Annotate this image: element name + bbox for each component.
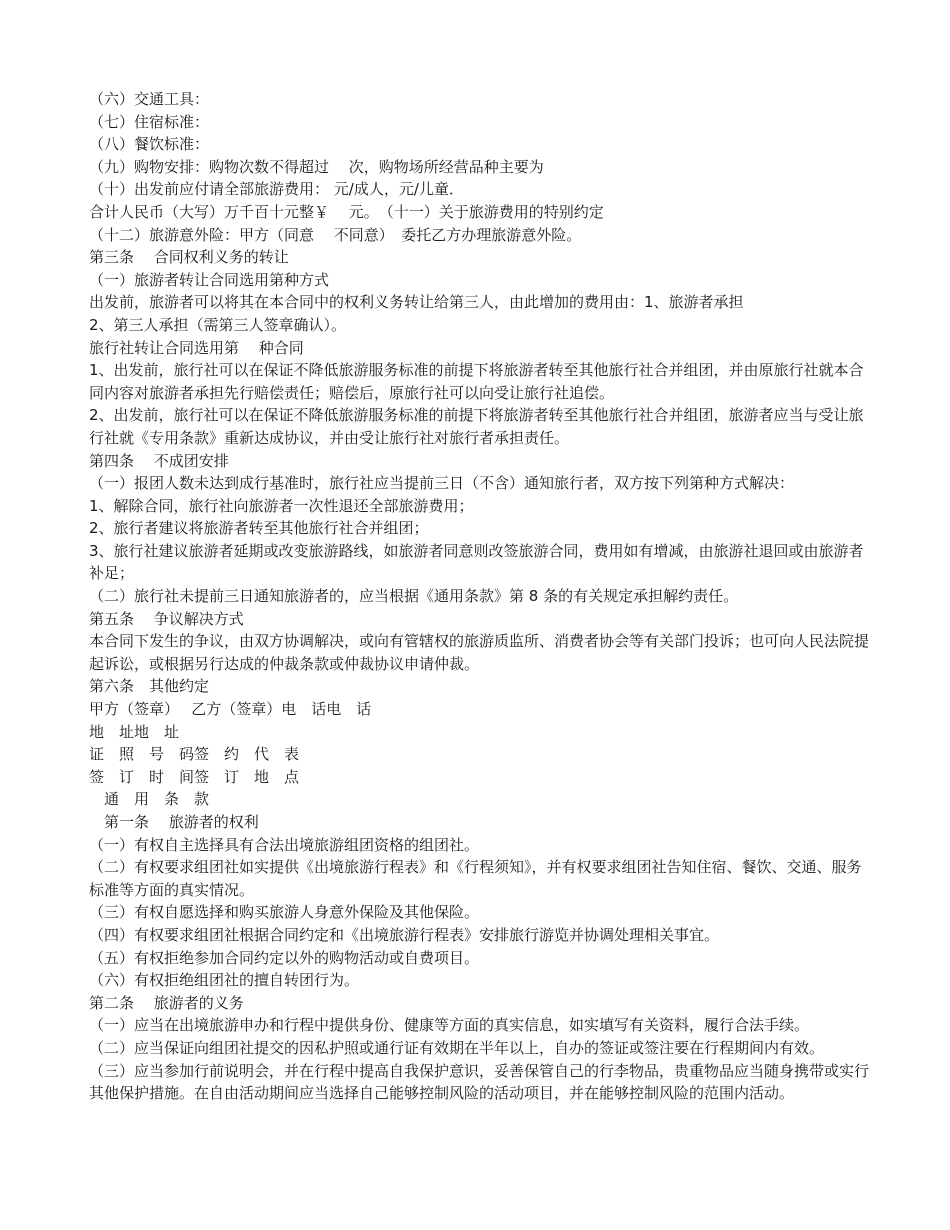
list-item: 3、旅行社建议旅游者延期或改变旅游路线，如旅游者同意则改签旅游合同，费用如有增减，由旅游社退回或由旅游者补足； xyxy=(89,541,864,583)
clause-shopping: （九）购物安排：购物次数不得超过 次，购物场所经营品种主要为 xyxy=(89,157,544,176)
list-item: （五）有权拒绝参加合同约定以外的购物活动或自费项目。 xyxy=(89,948,480,967)
article-heading: 第五条 争议解决方式 xyxy=(89,609,244,628)
article-heading: 第四条 不成团安排 xyxy=(89,451,229,470)
article-heading: 第二条 旅游者的义务 xyxy=(89,993,244,1012)
signature-row: 甲方（签章） 乙方（签章）电 话电 话 xyxy=(89,700,372,719)
paragraph: 2、出发前，旅行社可以在保证不降低旅游服务标准的前提下将旅游者转至其他旅行社合并组团，旅游者应当与受让旅行社就《专用条款》重新达成协议，并由受让旅行社对旅行者承担责任。 xyxy=(89,406,864,447)
paragraph: 1、出发前，旅行社可以在保证不降低旅游服务标准的前提下将旅游者转至其他旅行社合并组团，并由原旅行社就本合同内容对旅游者承担先行赔偿责任；赔偿后，原旅行社可以向受让旅行社追偿。 xyxy=(89,361,864,402)
list-item: 2、旅行者建议将旅游者转至其他旅行社合并组团； xyxy=(89,519,429,538)
clause-insurance: （十二）旅游意外险：甲方（同意 不同意） 委托乙方办理旅游意外险。 xyxy=(89,225,582,244)
list-item: 1、解除合同，旅行社向旅游者一次性退还全部旅游费用； xyxy=(89,496,474,515)
list-item: （四）有权要求组团社根据合同约定和《出境旅游行程表》安排旅行游览并协调处理相关事宜。 xyxy=(89,925,720,944)
list-item: （一）应当在出境旅游申办和行程中提供身份、健康等方面的真实信息，如实填写有关资料，履行合法手续。 xyxy=(89,1016,810,1035)
article-heading: 第六条 其他约定 xyxy=(89,677,210,696)
signature-row: 地 址地 址 xyxy=(89,722,180,741)
article-heading: 第三条 合同权利义务的转让 xyxy=(89,248,289,267)
article-heading: 第一条 旅游者的权利 xyxy=(89,813,259,831)
section-title: 通 用 条 款 xyxy=(89,790,210,809)
clause-accommodation: （七）住宿标准： xyxy=(89,112,210,131)
paragraph: 本合同下发生的争议，由双方协调解决，或向有管辖权的旅游质监所、消费者协会等有关部门投诉；也可向人民法院提起诉讼，或根据另行达成的仲裁条款或仲裁协议申请仲裁。 xyxy=(89,632,870,673)
signature-row: 证 照 号 码签 约 代 表 xyxy=(89,745,300,764)
list-item: （三）应当参加行前说明会，并在行程中提高自我保护意识，妥善保管自己的行李物品，贵重物品应当随身携带或实行其他保护措施。在自由活动期间应当选择自己能够控制风险的活动项目，并在能够控制风险的范围内活动。 xyxy=(89,1061,870,1103)
paragraph: 出发前，旅游者可以将其在本合同中的权利义务转让给第三人，由此增加的费用由：1、旅游者承担 xyxy=(89,293,744,312)
paragraph: （一）旅游者转让合同选用第种方式 xyxy=(89,270,330,289)
signature-row: 签 订 时 间签 订 地 点 xyxy=(89,767,300,786)
paragraph: （二）旅行社未提前三日通知旅游者的，应当根据《通用条款》第 8 条的有关规定承担解约责任。 xyxy=(89,587,739,606)
paragraph: 2、第三人承担（需第三人签章确认）。 xyxy=(89,315,347,334)
list-item: （六）有权拒绝组团社的擅自转团行为。 xyxy=(89,971,360,990)
paragraph: 旅行社转让合同选用第 种合同 xyxy=(89,338,304,357)
list-item: （三）有权自愿选择和购买旅游人身意外保险及其他保险。 xyxy=(89,903,480,922)
list-item: （二）有权要求组团社如实提供《出境旅游行程表》和《行程须知》，并有权要求组团社告知住宿、餐饮、交通、服务标准等方面的真实情况。 xyxy=(89,858,862,899)
paragraph: （一）报团人数未达到成行基准时，旅行社应当提前三日（不含）通知旅行者，双方按下列第种方式解决： xyxy=(89,474,795,493)
clause-transport: （六）交通工具： xyxy=(89,90,210,108)
clause-meals: （八）餐饮标准： xyxy=(89,135,210,154)
clause-total-amount: 合计人民币（大写）万千百十元整￥ 元。 （十一）关于旅游费用的特别约定 xyxy=(89,202,604,221)
list-item: （二）应当保证向组团社提交的因私护照或通行证有效期在半年以上，自办的签证或签注要在行程期间内有效。 xyxy=(89,1038,825,1057)
clause-prepayment: （十）出发前应付请全部旅游费用： 元/成人，元/儿童． xyxy=(89,180,464,199)
list-item: （一）有权自主选择具有合法出境旅游组团资格的组团社。 xyxy=(89,835,480,854)
